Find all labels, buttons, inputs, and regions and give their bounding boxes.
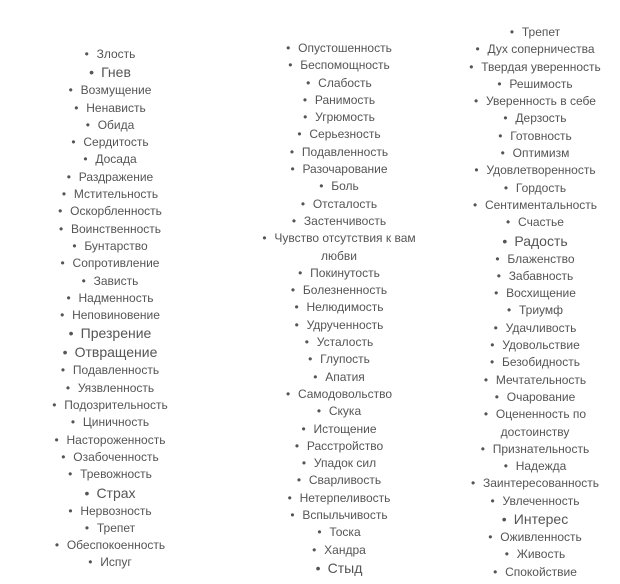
list-item xyxy=(450,546,620,563)
bullet-icon xyxy=(84,484,96,503)
bullet-icon xyxy=(494,285,506,302)
bullet-icon xyxy=(505,546,517,563)
list-item xyxy=(40,46,180,63)
bullet-icon xyxy=(58,203,70,220)
list-item xyxy=(40,503,180,520)
list-item-label: Оскорбленность xyxy=(70,204,162,219)
bullet-icon xyxy=(306,75,318,92)
list-item xyxy=(450,389,620,406)
list-item xyxy=(40,449,180,466)
list-item xyxy=(40,117,180,134)
bullet-icon xyxy=(503,110,515,127)
list-item-label: Сопротивление xyxy=(72,256,160,271)
bullet-icon xyxy=(495,251,507,268)
list-item-label: Дух соперничества xyxy=(487,42,595,57)
list-item-label: Беспомощность xyxy=(300,58,390,73)
bullet-icon xyxy=(319,178,331,195)
list-item-label: Мстительность xyxy=(73,187,159,202)
bullet-icon xyxy=(88,554,100,571)
list-item-label: Заинтересованность xyxy=(482,476,600,491)
list-item-label: Триумф xyxy=(518,303,564,318)
list-item-label: Застенчивость xyxy=(303,213,387,228)
bullet-icon xyxy=(286,40,298,57)
list-item-label: Надменность xyxy=(78,290,154,305)
emotion-column-3 xyxy=(450,0,620,584)
list-item-label: Ранимость xyxy=(314,92,376,107)
list-item-label: Счастье xyxy=(518,215,564,230)
bullet-icon xyxy=(62,186,74,203)
list-item-label: Радость xyxy=(514,232,568,249)
bullet-icon xyxy=(290,144,302,161)
list-item-label: Интерес xyxy=(513,511,569,528)
list-item xyxy=(250,126,428,143)
emotion-column-1 xyxy=(40,0,180,584)
list-item-label: Надежда xyxy=(515,459,567,474)
bullet-icon xyxy=(68,503,80,520)
list-item xyxy=(40,307,180,324)
list-item xyxy=(250,386,428,403)
bullet-icon xyxy=(497,268,509,285)
list-item xyxy=(250,230,428,265)
bullet-icon xyxy=(491,493,503,510)
bullet-icon xyxy=(290,161,302,178)
list-item xyxy=(450,337,620,354)
list-item-label: Сердитость xyxy=(83,135,149,150)
bullet-icon xyxy=(298,265,310,282)
list-item xyxy=(40,169,180,186)
bullet-icon xyxy=(510,24,522,41)
list-item xyxy=(450,251,620,268)
list-item-label: Расстройство xyxy=(306,438,384,453)
list-item-label: Слабость xyxy=(318,75,372,90)
list-item xyxy=(450,320,620,337)
list-item-label: Вспыльчивость xyxy=(302,508,388,523)
list-item xyxy=(40,397,180,414)
list-item xyxy=(450,197,620,214)
bullet-icon xyxy=(497,76,509,93)
list-item xyxy=(450,110,620,127)
list-item xyxy=(250,265,428,282)
list-item-label: Чувство отсутствия к вам любви xyxy=(274,231,416,263)
list-item-label: Готовность xyxy=(510,128,572,143)
bullet-icon xyxy=(494,320,506,337)
list-item xyxy=(40,273,180,290)
bullet-icon xyxy=(294,299,306,316)
list-item xyxy=(250,178,428,195)
bullet-icon xyxy=(495,389,507,406)
list-item-label: Сварливость xyxy=(308,473,382,488)
list-item-label: Сентиментальность xyxy=(484,197,598,212)
bullet-icon xyxy=(83,151,95,168)
list-item-label: Воинственность xyxy=(70,221,162,236)
bullet-icon xyxy=(89,63,101,82)
list-item xyxy=(40,63,180,82)
list-item-label: Самодовольство xyxy=(297,386,393,401)
bullet-icon xyxy=(63,343,75,362)
list-item xyxy=(40,554,180,571)
bullet-icon xyxy=(484,372,496,389)
bullet-icon xyxy=(292,213,304,230)
list-item-label: Мечтательность xyxy=(495,372,587,387)
bullet-icon xyxy=(303,92,315,109)
list-item-label: Злость xyxy=(96,47,136,61)
list-item xyxy=(250,144,428,161)
list-item xyxy=(40,380,180,397)
bullet-icon xyxy=(506,214,518,231)
list-item xyxy=(250,282,428,299)
list-item-label: Живость xyxy=(516,547,566,562)
list-item xyxy=(250,472,428,489)
bullet-icon xyxy=(290,507,302,524)
bullet-icon xyxy=(71,414,83,431)
bullet-icon xyxy=(504,180,516,197)
list-item-label: Истощение xyxy=(313,421,377,436)
bullet-icon xyxy=(302,455,314,472)
list-item xyxy=(450,493,620,510)
list-item xyxy=(450,214,620,231)
list-item xyxy=(40,186,180,203)
bullet-icon xyxy=(301,196,313,213)
bullet-icon xyxy=(305,334,317,351)
bullet-icon xyxy=(69,324,81,343)
bullet-icon xyxy=(473,197,485,214)
list-item xyxy=(40,255,180,272)
bullet-icon xyxy=(71,134,83,151)
bullet-icon xyxy=(493,564,505,581)
list-item-label: Возмущение xyxy=(80,83,152,98)
list-item-label: Дерзость xyxy=(515,111,567,126)
bullet-icon xyxy=(59,221,71,238)
list-item xyxy=(250,109,428,126)
list-item xyxy=(450,372,620,389)
bullet-icon xyxy=(481,441,493,458)
list-item xyxy=(250,369,428,386)
list-item-label: Нервозность xyxy=(80,503,152,518)
bullet-icon xyxy=(297,472,309,489)
list-item-label: Отсталость xyxy=(312,196,378,211)
list-item xyxy=(40,151,180,168)
bullet-icon xyxy=(74,100,86,117)
list-item xyxy=(40,221,180,238)
list-item xyxy=(450,302,620,319)
list-item-label: Признательность xyxy=(492,441,590,456)
list-item-label: Твердая уверенность xyxy=(481,59,601,74)
bullet-icon xyxy=(85,46,97,63)
list-item-label: Трепет xyxy=(96,520,136,535)
list-item xyxy=(40,238,180,255)
list-item xyxy=(450,268,620,285)
bullet-icon xyxy=(474,93,486,110)
bullet-icon xyxy=(490,354,502,371)
list-item-label: Разочарование xyxy=(302,162,388,177)
bullet-icon xyxy=(52,397,64,414)
list-item-label: Удовольствие xyxy=(502,338,580,353)
bullet-icon xyxy=(507,302,519,319)
list-item-label: Оцененность по достоинству xyxy=(495,407,587,439)
list-item xyxy=(250,490,428,507)
list-item xyxy=(450,510,620,529)
bullet-icon xyxy=(502,510,514,529)
bullet-icon xyxy=(61,449,73,466)
list-item xyxy=(450,24,620,41)
list-item xyxy=(40,324,180,343)
list-item xyxy=(450,59,620,76)
bullet-icon xyxy=(286,386,298,403)
list-item xyxy=(450,354,620,371)
list-item xyxy=(450,285,620,302)
list-item xyxy=(250,438,428,455)
list-item-label: Хандра xyxy=(324,542,366,557)
list-item-label: Увлеченность xyxy=(502,493,580,508)
list-item xyxy=(250,455,428,472)
list-item xyxy=(250,75,428,92)
list-item xyxy=(450,232,620,251)
bullet-icon xyxy=(498,128,510,145)
bullet-icon xyxy=(67,290,79,307)
bullet-icon xyxy=(312,542,324,559)
list-item xyxy=(450,475,620,492)
bullet-icon xyxy=(72,238,84,255)
list-item xyxy=(450,406,620,441)
bullet-icon xyxy=(68,466,80,483)
list-item-label: Оптимизм xyxy=(512,146,570,161)
list-item-label: Безобидность xyxy=(502,355,580,370)
list-item xyxy=(40,537,180,554)
list-item xyxy=(250,161,428,178)
bullet-icon xyxy=(61,362,73,379)
bullet-icon xyxy=(66,380,78,397)
bullet-icon xyxy=(317,524,329,541)
list-item-label: Нелюдимость xyxy=(306,300,384,315)
list-item-label: Ненависть xyxy=(86,100,146,115)
bullet-icon xyxy=(303,109,315,126)
list-item-label: Серьезность xyxy=(309,127,381,142)
list-item-label: Опустошенность xyxy=(298,41,392,55)
list-item-label: Обида xyxy=(97,117,135,132)
list-item-label: Восхищение xyxy=(506,286,576,301)
bullet-icon xyxy=(316,559,328,578)
list-item xyxy=(40,520,180,537)
list-item-label: Настороженность xyxy=(66,432,166,447)
list-item-label: Решимость xyxy=(509,76,573,91)
list-item-label: Спокойствие xyxy=(505,564,577,579)
list-item xyxy=(40,414,180,431)
list-item xyxy=(450,93,620,110)
list-item-label: Нетерпеливость xyxy=(299,490,391,505)
bullet-icon xyxy=(61,255,73,272)
bullet-icon xyxy=(471,475,483,492)
list-item xyxy=(450,180,620,197)
list-item xyxy=(40,100,180,117)
list-item xyxy=(250,92,428,109)
list-item-label: Досада xyxy=(95,152,137,167)
list-item-label: Покинутость xyxy=(310,265,380,280)
list-item xyxy=(250,351,428,368)
bullet-icon xyxy=(86,117,98,134)
list-item-label: Неповиновение xyxy=(72,308,160,323)
bullet-icon xyxy=(502,232,514,251)
list-item-label: Уязвленность xyxy=(77,380,155,395)
list-item-label: Оживленность xyxy=(500,530,582,545)
bullet-icon xyxy=(297,126,309,143)
bullet-icon xyxy=(501,145,513,162)
list-item-label: Подавленность xyxy=(301,144,389,159)
list-item-label: Уверенность в себе xyxy=(486,94,596,109)
bullet-icon xyxy=(484,406,496,423)
list-item-label: Презрение xyxy=(80,325,152,342)
bullet-icon xyxy=(308,351,320,368)
list-item xyxy=(450,441,620,458)
list-item-label: Обеспокоенность xyxy=(66,538,166,553)
bullet-icon xyxy=(55,537,67,554)
list-item-label: Удрученность xyxy=(306,317,384,332)
bullet-icon xyxy=(301,421,313,438)
bullet-icon xyxy=(475,41,487,58)
list-item-label: Зависть xyxy=(93,273,139,288)
list-item xyxy=(450,128,620,145)
list-item xyxy=(450,458,620,475)
list-item xyxy=(250,403,428,420)
list-item-label: Болезненность xyxy=(302,283,388,298)
list-item-label: Апатия xyxy=(325,369,365,384)
list-item-label: Удовлетворенность xyxy=(486,163,596,178)
list-item-label: Озабоченность xyxy=(73,449,159,464)
list-item xyxy=(450,41,620,58)
list-item xyxy=(40,432,180,449)
list-item xyxy=(250,57,428,74)
list-item-label: Очарование xyxy=(506,389,576,404)
list-item xyxy=(40,466,180,483)
list-item-label: Отвращение xyxy=(74,344,158,361)
list-item-label: Глупость xyxy=(320,352,370,367)
list-item xyxy=(450,564,620,581)
list-item xyxy=(40,484,180,503)
list-item-label: Подавленность xyxy=(72,363,160,378)
list-item xyxy=(450,145,620,162)
bullet-icon xyxy=(469,59,481,76)
list-item xyxy=(40,134,180,151)
bullet-icon xyxy=(85,520,97,537)
list-item xyxy=(40,82,180,99)
bullet-icon xyxy=(55,432,67,449)
list-item xyxy=(40,290,180,307)
bullet-icon xyxy=(488,529,500,546)
list-item-label: Стыд xyxy=(327,559,363,576)
list-item-label: Угрюмость xyxy=(315,110,375,125)
list-item-label: Скука xyxy=(328,404,362,419)
list-item xyxy=(40,343,180,362)
bullet-icon xyxy=(67,169,79,186)
emotion-column-2 xyxy=(250,0,428,584)
list-item xyxy=(250,299,428,316)
list-item xyxy=(40,203,180,220)
list-item xyxy=(250,196,428,213)
bullet-icon xyxy=(262,230,274,247)
list-item-label: Боль xyxy=(331,179,359,194)
list-item-label: Забавность xyxy=(508,268,574,283)
list-item-label: Трепет xyxy=(521,25,561,39)
list-item xyxy=(250,507,428,524)
list-item xyxy=(250,40,428,57)
list-item xyxy=(40,362,180,379)
bullet-icon xyxy=(82,273,94,290)
list-item xyxy=(250,334,428,351)
list-item xyxy=(250,524,428,541)
list-item xyxy=(250,213,428,230)
list-item-label: Усталость xyxy=(316,335,374,350)
list-item xyxy=(250,542,428,559)
list-item-label: Испуг xyxy=(100,555,132,570)
list-item-label: Подозрительность xyxy=(64,398,168,413)
list-item-label: Упадок сил xyxy=(313,456,377,471)
bullet-icon xyxy=(295,317,307,334)
list-item xyxy=(250,421,428,438)
list-item xyxy=(250,559,428,578)
list-item-label: Гнев xyxy=(101,64,131,81)
bullet-icon xyxy=(60,307,72,324)
bullet-icon xyxy=(474,162,486,179)
list-item-label: Блаженство xyxy=(507,251,575,266)
list-item-label: Удачливость xyxy=(505,320,577,335)
bullet-icon xyxy=(291,282,303,299)
list-item-label: Гордость xyxy=(515,180,567,195)
bullet-icon xyxy=(295,438,307,455)
bullet-icon xyxy=(69,82,81,99)
list-item-label: Раздражение xyxy=(78,169,154,184)
list-item-label: Циничность xyxy=(82,415,150,430)
list-item xyxy=(450,529,620,546)
bullet-icon xyxy=(288,57,300,74)
list-item xyxy=(450,162,620,179)
list-item xyxy=(250,317,428,334)
bullet-icon xyxy=(317,403,329,420)
list-item-label: Тоска xyxy=(329,525,361,540)
list-item xyxy=(450,76,620,93)
bullet-icon xyxy=(313,369,325,386)
list-item-label: Бунтарство xyxy=(84,238,148,253)
list-item-label: Страх xyxy=(96,484,136,501)
bullet-icon xyxy=(490,337,502,354)
bullet-icon xyxy=(288,490,300,507)
bullet-icon xyxy=(504,458,516,475)
list-item-label: Тревожность xyxy=(80,467,152,482)
